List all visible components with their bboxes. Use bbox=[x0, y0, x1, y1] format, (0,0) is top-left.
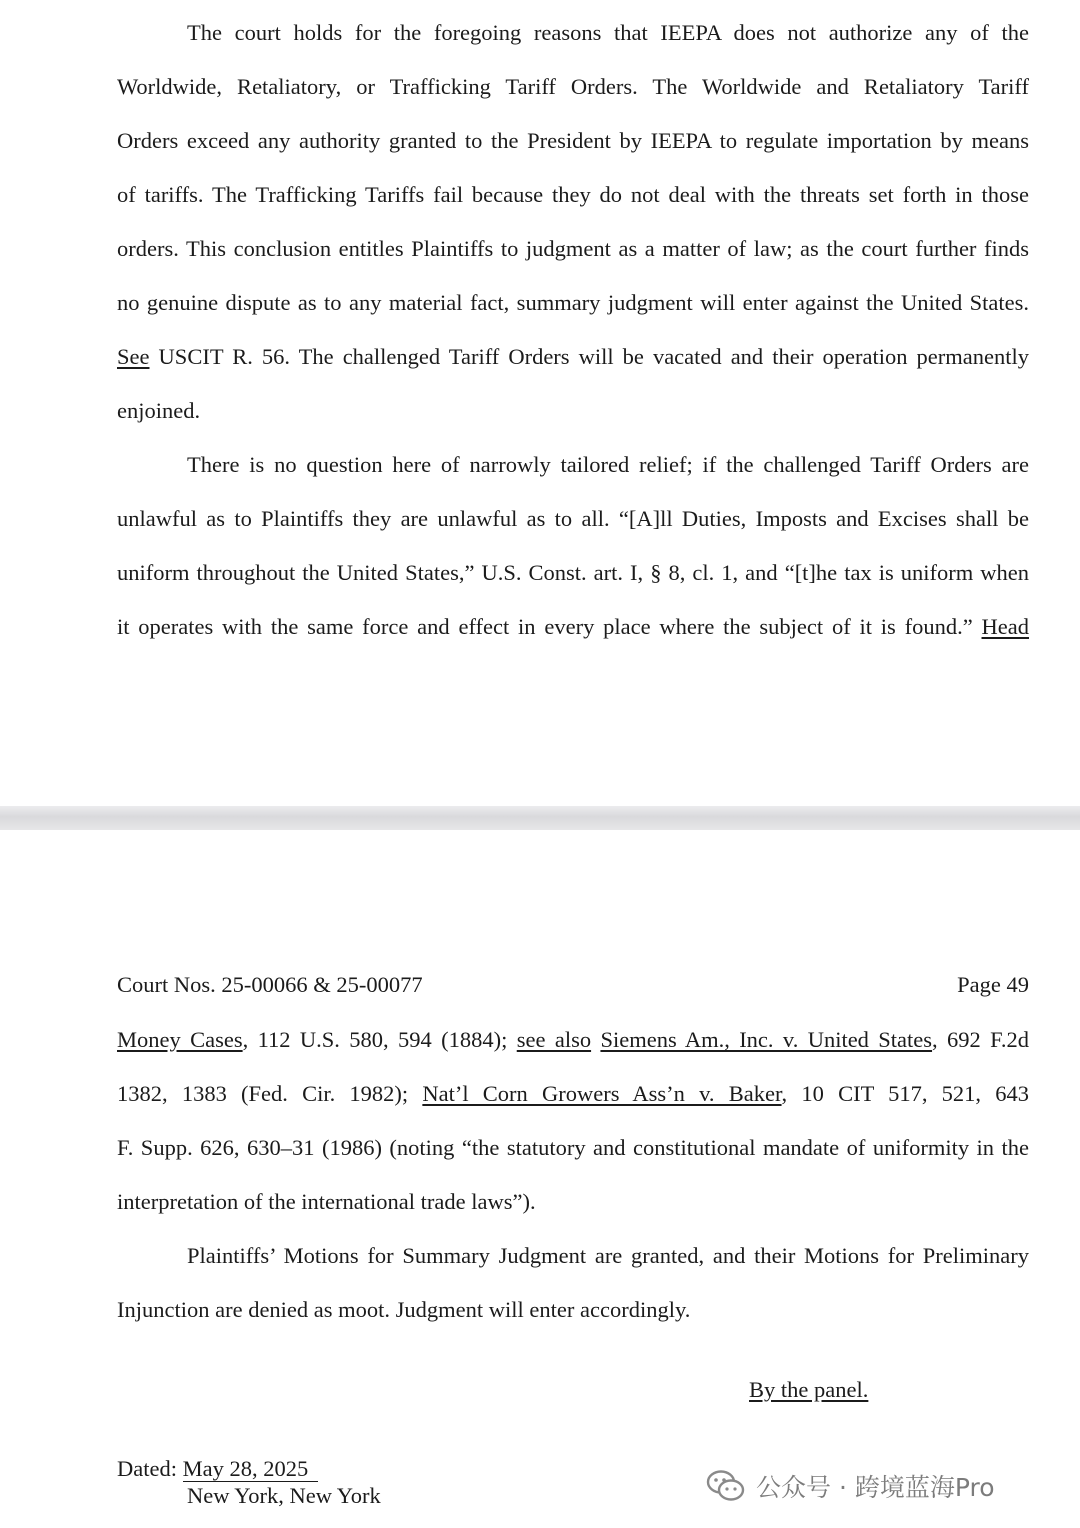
text-span: , 692 F.2d bbox=[932, 1027, 1029, 1052]
watermark-text: 公众号 · 跨境蓝海Pro bbox=[756, 1473, 995, 1502]
dated-label: Dated: bbox=[117, 1456, 183, 1481]
text-line: interpretation of the international trade laws”). bbox=[117, 1189, 536, 1214]
text-span: , 112 U.S. 580, 594 (1884); bbox=[242, 1027, 517, 1052]
text-line: Worldwide, Retaliatory, or Trafficking Tariff Orders. The Worldwide and Retaliatory Tariff bbox=[117, 74, 1029, 99]
text-line: of tariffs. The Trafficking Tariffs fail because they do not deal with the threats set forth in those bbox=[117, 182, 1029, 207]
document-page-bottom bbox=[0, 830, 1080, 1528]
dated-line bbox=[117, 1455, 318, 1483]
page-number: Page 49 bbox=[957, 972, 1029, 997]
text-line: Injunction are denied as moot. Judgment will enter accordingly. bbox=[117, 1297, 691, 1322]
case-name-head: Head bbox=[981, 614, 1029, 639]
citation-signal-see-also: see also bbox=[516, 1027, 592, 1052]
text-line: F. Supp. 626, 630–31 (1986) (noting “the statutory and constitutional mandate of uniformity in the bbox=[117, 1135, 1029, 1160]
text-line: Orders exceed any authority granted to the President by IEEPA to regulate importation by means bbox=[117, 128, 1029, 153]
text-line: Plaintiffs’ Motions for Summary Judgment are granted, and their Motions for Preliminary bbox=[187, 1243, 1029, 1268]
dated-value: May 28, 2025 bbox=[183, 1457, 319, 1482]
text-span: , 10 CIT 517, 521, 643 bbox=[781, 1081, 1029, 1106]
court-case-numbers: Court Nos. 25-00066 & 25-00077 bbox=[117, 972, 423, 997]
text-line: uniform throughout the United States,” U.S. Const. art. I, § 8, cl. 1, and “[t]he tax is uniform when bbox=[117, 560, 1029, 585]
text-span: USCIT R. 56. The challenged Tariff Orders will be vacated and their operation permanently bbox=[149, 344, 1029, 369]
signature-by-the-panel: By the panel. bbox=[749, 1377, 869, 1402]
wechat-official-account-icon bbox=[706, 1469, 746, 1503]
case-name-siemens: Siemens Am., Inc. v. United States bbox=[600, 1027, 933, 1052]
text-span: 1382, 1383 (Fed. Cir. 1982); bbox=[117, 1081, 423, 1106]
citation-signal-see: See bbox=[117, 344, 150, 369]
watermark bbox=[706, 1466, 995, 1506]
page-separator bbox=[0, 806, 1080, 830]
text-line: no genuine dispute as to any material fact, summary judgment will enter against the United States. bbox=[117, 290, 1029, 315]
text-line: There is no question here of narrowly tailored relief; if the challenged Tariff Orders are bbox=[187, 452, 1029, 477]
text-line: unlawful as to Plaintiffs they are unlawful as to all. “[A]ll Duties, Imposts and Excises shall be bbox=[117, 506, 1029, 531]
text-line: The court holds for the foregoing reasons that IEEPA does not authorize any of the bbox=[187, 20, 1029, 45]
text-line bbox=[117, 1079, 1029, 1109]
case-name-corn-growers: Nat’l Corn Growers Ass’n v. Baker bbox=[422, 1081, 782, 1106]
text-line bbox=[117, 342, 1029, 372]
case-name-money-cases: Money Cases bbox=[117, 1027, 243, 1052]
text-line: enjoined. bbox=[117, 398, 201, 423]
text-line bbox=[117, 1025, 1029, 1055]
text-span: it operates with the same force and effect in every place where the subject of it is found.” bbox=[117, 614, 982, 639]
dated-location: New York, New York bbox=[187, 1483, 381, 1508]
text-line: orders. This conclusion entitles Plaintiffs to judgment as a matter of law; as the court further finds bbox=[117, 236, 1029, 261]
text-line bbox=[117, 612, 1029, 642]
